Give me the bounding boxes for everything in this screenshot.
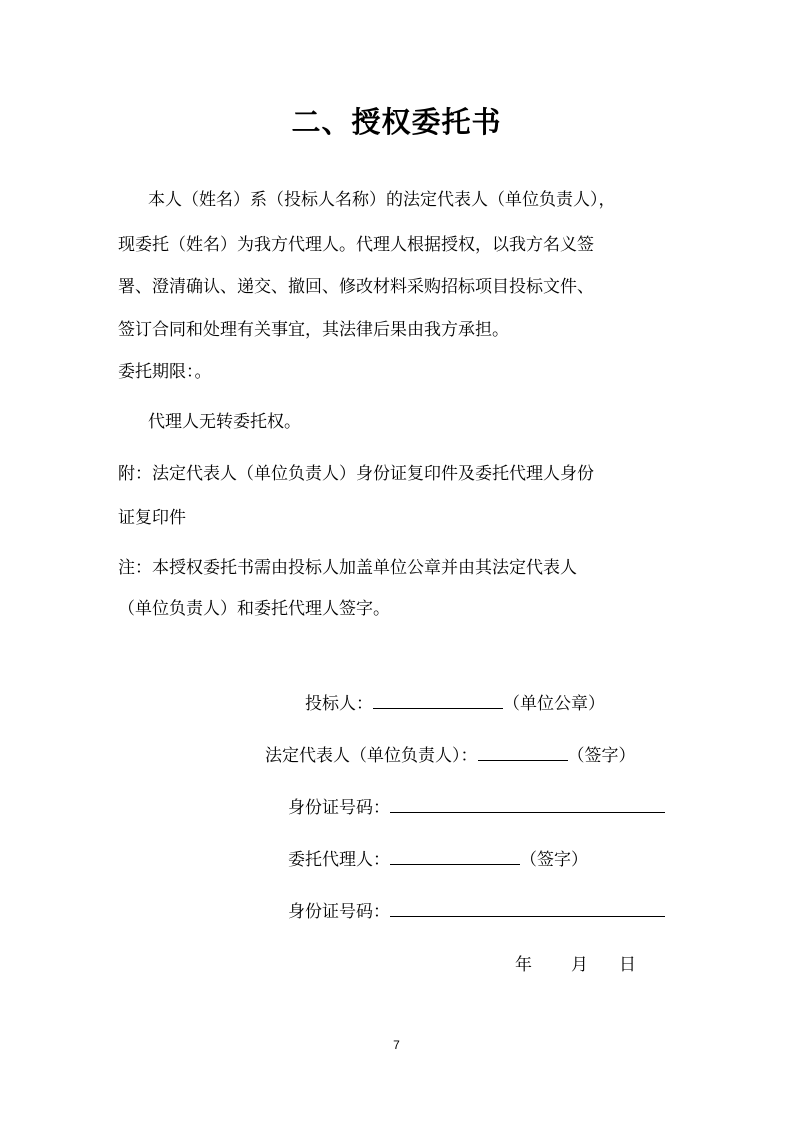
id-number-label: 身份证号码： [288,902,390,922]
page-title: 二、授权委托书 [291,105,502,139]
id-number-row-1 [288,796,665,820]
legal-rep-row [265,744,636,768]
id-number-label: 身份证号码： [288,798,390,818]
id-number-blank [390,900,665,917]
bidder-row [305,692,605,716]
no-transfer-statement: 代理人无转委托权。 [148,412,301,432]
legal-rep-signature-blank [478,744,568,761]
entrust-term: 委托期限：。 [118,362,212,382]
agent-signature-blank [390,848,520,865]
id-number-row-2 [288,900,665,924]
paragraph-line: 签订合同和处理有关事宜，其法律后果由我方承担。 [118,320,509,340]
remark-line: （单位负责人）和委托代理人签字。 [118,599,390,619]
legal-rep-label: 法定代表人（单位负责人）： [265,746,478,766]
attachment-line: 证复印件 [118,508,186,528]
agent-label: 委托代理人： [288,850,390,870]
legal-rep-suffix: （签字） [567,746,636,766]
bidder-label: 投标人： [305,694,373,714]
page-number: 7 [393,1038,400,1052]
paragraph-line: 现委托（姓名）为我方代理人。代理人根据授权，以我方名义签 [118,235,594,255]
date-day: 日 [619,955,636,975]
bidder-seal-suffix: （单位公章） [503,694,605,714]
agent-row [288,848,588,872]
paragraph-line: 署、澄清确认、递交、撤回、修改材料采购招标项目投标文件、 [118,277,594,297]
bidder-seal-blank [373,692,503,709]
paragraph-line: 本人（姓名）系（投标人名称）的法定代表人（单位负责人）， [148,190,616,210]
attachment-line: 附：法定代表人（单位负责人）身份证复印件及委托代理人身份 [118,464,594,484]
date-month: 月 [571,955,588,975]
remark-line: 注：本授权委托书需由投标人加盖单位公章并由其法定代表人 [118,558,577,578]
date-year: 年 [515,955,532,975]
agent-suffix: （签字） [520,850,588,870]
id-number-blank [390,796,665,813]
